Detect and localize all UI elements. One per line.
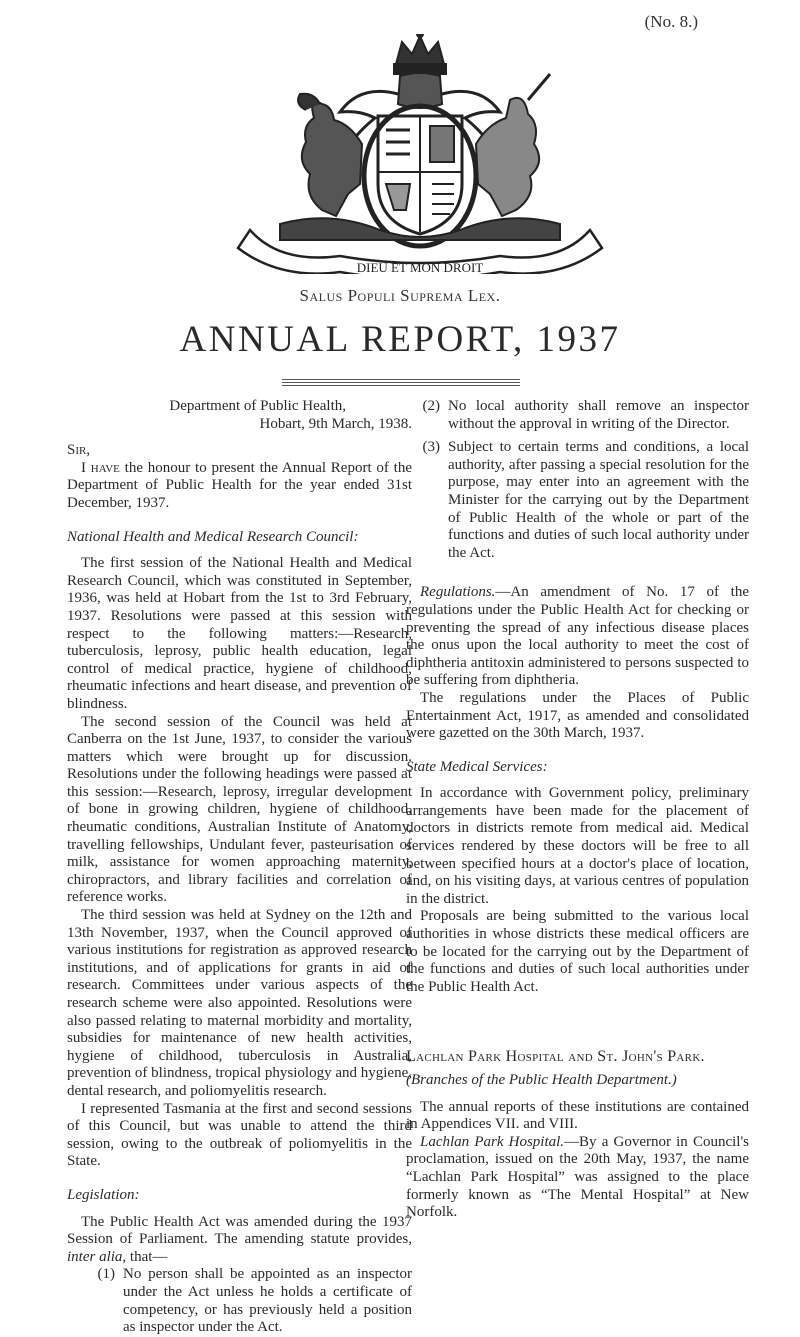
legislation-clause-1	[67, 1266, 412, 1336]
section-heading-state-medical: State Medical Services:	[406, 758, 548, 775]
regulations-lead: Regulations.	[420, 584, 496, 601]
legislation-text-a: The Public Health Act was amended during the 1937 Session of Parliament. The amending statute provides,	[67, 1213, 412, 1248]
report-title: ANNUAL REPORT, 1937	[179, 319, 621, 360]
clause-number: (3)	[422, 439, 440, 456]
clause-text: No person shall be appointed as an inspector under the Act unless he holds a certificate of competency, or has previously held a position as inspector under the Act.	[123, 1266, 412, 1336]
paper-number: (No. 8.)	[644, 12, 698, 31]
legislation-clause-3	[406, 439, 749, 562]
legislation-text-b: , that—	[122, 1248, 168, 1265]
section-heading-lachlan: Lachlan Park Hospital and St. John's Park.	[406, 1048, 705, 1066]
address-line-2: Hobart, 9th March, 1938.	[259, 415, 412, 432]
left-column	[67, 398, 412, 1337]
national-paragraph-3: The third session was held at Sydney on the 12th and 13th November, 1937, when the Council approved of various institutions for registration as approved research institutions, and of applications for grants in aid of research. Committees under various aspects of the research scheme were also appointed. Resolutions were also passed relating to maternal morbidity and mortality, subsidies for maintenance of new health activities, hygiene of childhood, tuberculosis in Australia, prevention of blindness, tropical physiology and hygiene, dental research, and poliomyelitis research.	[67, 907, 412, 1099]
clause-text: Subject to certain terms and conditions, a local authority, after passing a special resolution for the purpose, may enter into an agreement with the Minister for the carrying out by the Department of Public Health of the whole or part of the functions and duties of such local authority under the Act.	[448, 439, 749, 561]
clause-number: (2)	[422, 398, 440, 414]
section-heading-national: National Health and Medical Research Council:	[67, 528, 359, 545]
national-paragraph-1: The first session of the National Health and Medical Research Council, which was constituted in September, 1936, was held at Hobart from the 1st to 3rd February, 1937. Resolutions were passed at this session with respect to the following matters:—Research, tuberculosis, leprosy, public health education, legal control of medical practice, hygiene of childhood, rheumatic infections and heart disease, and prevention of blindness.	[67, 555, 412, 712]
royal-coat-of-arms-icon	[210, 34, 630, 274]
section-subheading-lachlan: (Branches of the Public Health Department.)	[406, 1072, 677, 1088]
crest-motto-text: DIEU ET MON DROIT	[356, 260, 484, 274]
clause-text: No local authority shall remove an inspector without the approval in writing of the Director.	[448, 398, 749, 432]
title-rule	[282, 379, 520, 380]
lachlan-lead: Lachlan Park Hospital.	[420, 1133, 565, 1150]
right-column	[406, 398, 749, 1222]
national-paragraph-4: I represented Tasmania at the first and second sessions of this Council, but was unable to attend the third session, owing to the outbreak of poliomyelitis in the State.	[67, 1100, 412, 1170]
title-rule	[282, 385, 520, 386]
address-line-1: Department of Public Health,	[169, 398, 346, 414]
regulations-paragraph-1	[406, 584, 749, 690]
lachlan-paragraph-2	[406, 1134, 749, 1222]
intro-text: the honour to present the Annual Report of the Department of Public Health for the year ended 31st December, 1937.	[67, 459, 412, 511]
legislation-clause-2	[406, 398, 749, 433]
state-medical-paragraph-1: In accordance with Government policy, preliminary arrangements have been made for the placement of doctors in districts remote from medical aid. Medical services rendered by these doctors will be free to all between specified hours at a doctor's place of location, and, on his visiting days, at various centres of population in the district.	[406, 785, 749, 907]
legislation-text-italic: inter alia	[67, 1248, 123, 1265]
intro-paragraph	[67, 460, 412, 513]
latin-motto: Salus Populi Suprema Lex.	[299, 286, 501, 305]
lachlan-text: —By a Governor in Council's proclamation, issued on the 20th May, 1937, the name “Lachlan Park Hospital” was assigned to the place formerly known as “The Mental Hospital” at New Norfolk.	[406, 1133, 749, 1221]
title-rule	[282, 382, 520, 383]
regulations-paragraph-2: The regulations under the Places of Public Entertainment Act, 1917, as amended and consolidated were gazetted on the 30th March, 1937.	[406, 689, 749, 742]
state-medical-paragraph-2: Proposals are being submitted to the various local authorities in whose districts these medical officers are to be located for the carrying out by the Department of the functions and duties of such local authorities under the Public Health Act.	[406, 908, 749, 995]
section-heading-legislation: Legislation:	[67, 1186, 140, 1203]
lachlan-paragraph-1: The annual reports of these institutions are contained in Appendices VII. and VIII.	[406, 1098, 749, 1133]
legislation-paragraph	[67, 1214, 412, 1267]
intro-lead: I have	[81, 459, 120, 476]
salutation: Sir,	[67, 442, 91, 459]
national-paragraph-2: The second session of the Council was held at Canberra on the 1st June, 1937, to consider the various matters which were brought up for discussion. Resolutions under the following headings were passed at this session:—Research, leprosy, irregular development of bone in growing children, hygiene of childhood, rheumatic conditions, Australian Institute of Anatomy, travelling fellowships, Undulant fever, pasteurisation of milk, assistance for women approaching maternity, chiropractors, and library facilities and correlation of reference works.	[67, 713, 412, 906]
regulations-text: —An amendment of No. 17 of the regulations under the Public Health Act for checking or preventing the spread of any infectious disease places the onus upon the local authority to meet the cost of diphtheria antitoxin administered to persons suspected to be suffering from diphtheria.	[406, 584, 749, 689]
clause-number: (1)	[97, 1266, 115, 1283]
